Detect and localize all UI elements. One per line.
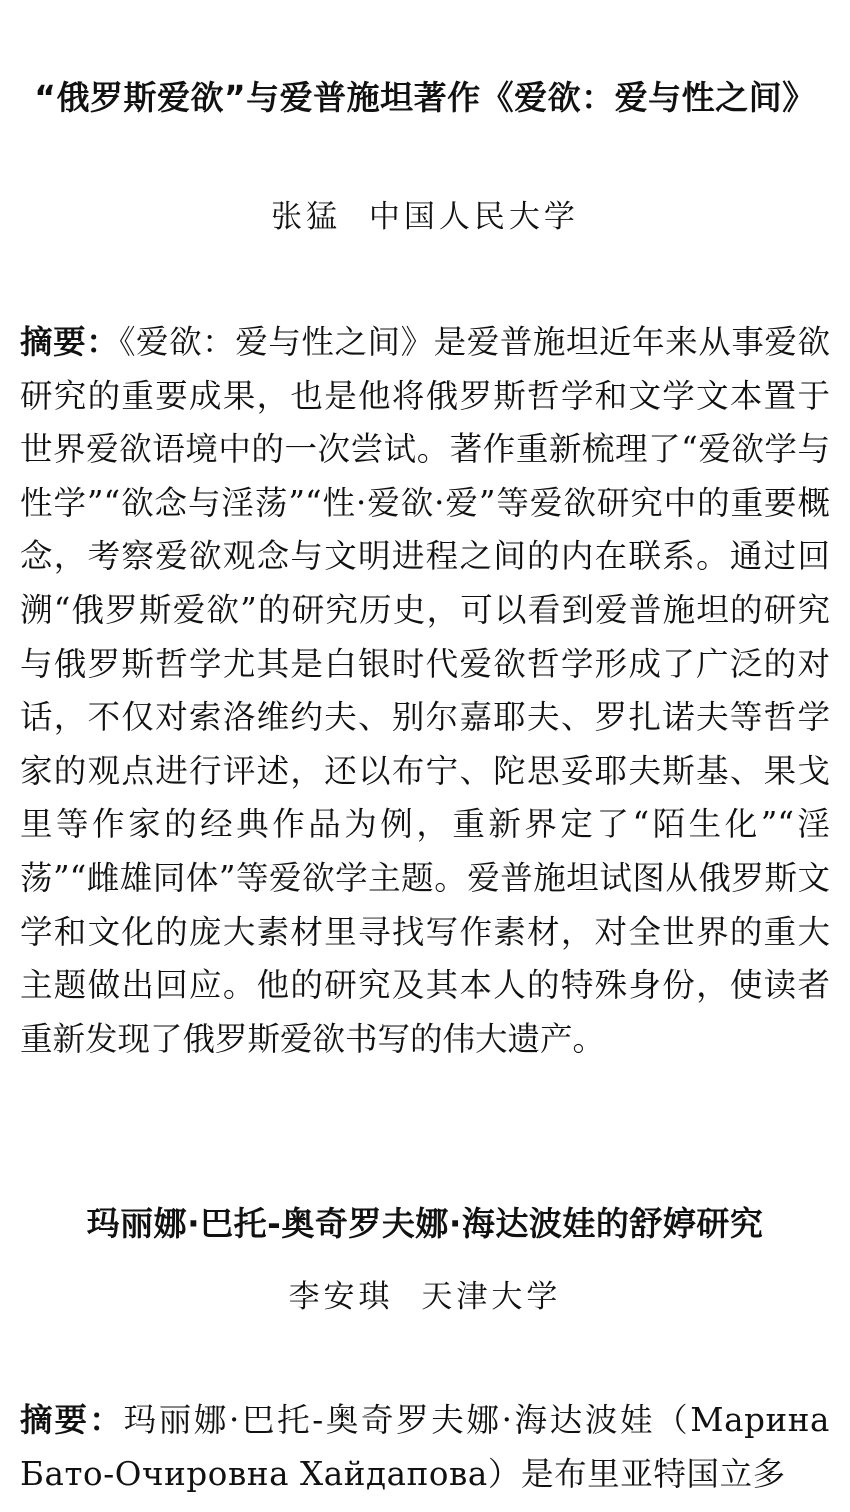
abstract-text: 《爱欲：爱与性之间》是爱普施坦近年来从事爱欲研究的重要成果，也是他将俄罗斯哲学和文学文本置于世界爱欲语境中的一次尝试。著作重新梳理了“爱欲学与性学”“欲念与淫荡”“性·爱欲·爱”等爱欲研究中的重要概念，考察爱欲观念与文明进程之间的内在联系。通过回溯“俄罗斯爱欲”的研究历史，可以看到爱普施坦的研究与俄罗斯哲学尤其是白银时代爱欲哲学形成了广泛的对话，不仅对索洛维约夫、别尔嘉耶夫、罗扎诺夫等哲学家的观点进行评述，还以布宁、陀思妥耶夫斯基、果戈里等作家的经典作品为例，重新界定了“陌生化”“淫荡”“雌雄同体”等爱欲学主题。爱普施坦试图从俄罗斯文学和文化的庞大素材里寻找写作素材，对全世界的重大主题做出回应。他的研究及其本人的特殊身份，使读者重新发现了俄罗斯爱欲书写的伟大遗产。 <box>20 323 830 1058</box>
abstract-text: 玛丽娜·巴托-奥奇罗夫娜·海达波娃（Марина Бато-Очировна Хайдапова）是布里亚特国立多 <box>20 1401 830 1493</box>
author-byline <box>0 1277 850 1317</box>
abstract-paragraph <box>20 1394 830 1501</box>
author-name: 李安琪 <box>288 1279 394 1315</box>
abstract-label: 摘要： <box>20 323 120 361</box>
author-affiliation: 天津大学 <box>421 1279 562 1315</box>
article-title: 玛丽娜·巴托-奥奇罗夫娜·海达波娃的舒婷研究 <box>86 1204 764 1243</box>
author-name: 张猛 <box>271 199 342 235</box>
abstract-label: 摘要： <box>20 1401 124 1439</box>
author-affiliation: 中国人民大学 <box>368 199 579 235</box>
article-title: “俄罗斯爱欲”与爱普施坦著作《爱欲：爱与性之间》 <box>34 78 816 117</box>
abstract-paragraph <box>20 316 830 1066</box>
author-byline <box>0 197 850 237</box>
